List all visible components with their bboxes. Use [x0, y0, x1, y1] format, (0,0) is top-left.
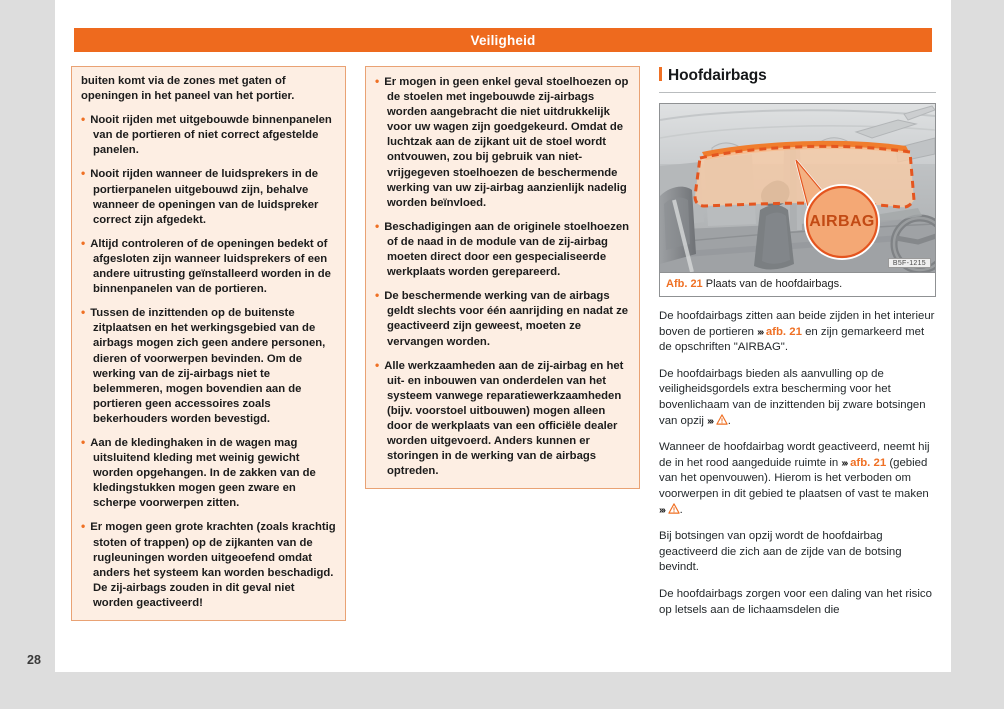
warning-1-paragraph: • Er mogen geen grote krachten (zoals krachtig stoten of trappen) op de zijkanten van de rugleuningen worden uitgeoefend omdat anders het systeem kan worden beschadigd. De zij-airbags zouden in dit geval niet worden geactiveerd!	[81, 519, 336, 611]
car-interior-illustration	[660, 104, 935, 272]
cross-reference-chevron-icon: ›››	[659, 504, 665, 516]
figure-watermark: B5F-1215	[888, 258, 931, 268]
warning-1-paragraph: buiten komt via de zones met gaten of openingen in het paneel van het portier.	[81, 75, 295, 103]
warning-1-paragraph: • Altijd controleren of de openingen bedekt of afgesloten zijn wanneer luidsprekers of een andere uitrusting geïnstalleerd worden in de binnenpanelen van de portieren.	[81, 236, 336, 297]
section-heading-block	[659, 66, 936, 85]
figure-caption-ref: Afb. 21	[666, 278, 703, 290]
warning-2-paragraph: • Er mogen in geen enkel geval stoelhoezen op de stoelen met ingebouwde zij-airbags worden aangebracht die niet uitdrukkelijk voor uw wagen zijn goedgekeurd. Omdat de luchtzak aan de zijkant uit de stoel wordt ontvouwen, zou bij gebruik van niet-vrijgegeven stoelhoezen de beschermende werking van uw zij-airbag aanzienlijk nadelig worden beïnvloed.	[375, 74, 630, 211]
airbag-label: AIRBAG	[809, 213, 875, 230]
column-1	[71, 66, 346, 621]
running-header	[74, 28, 932, 52]
column-2	[365, 66, 640, 489]
body-paragraph: De hoofdairbags bieden als aanvulling op de veiligheidsgordels extra bescherming voor het bovenlichaam van de inzittenden bij zware botsingen van opzij ››› .	[659, 367, 926, 427]
page-number: 28	[27, 653, 41, 667]
warning-1-paragraph: • Nooit rijden met uitgebouwde binnenpanelen van de portieren of niet correct afgestelde panelen.	[81, 112, 336, 158]
warning-triangle-icon	[668, 503, 680, 514]
warning-box-1	[71, 66, 346, 621]
content-columns	[71, 66, 935, 646]
cross-reference-chevron-icon: ›››	[757, 326, 763, 338]
body-paragraph: Bij botsingen van opzij wordt de hoofdairbag geactiveerd die zich aan de zijde van de botsing bevindt.	[659, 530, 902, 574]
warning-box-2	[365, 66, 640, 489]
figure-cross-reference-link[interactable]: afb. 21	[850, 456, 887, 469]
cross-reference-chevron-icon: ›››	[707, 415, 713, 427]
figure-image	[660, 104, 935, 272]
body-paragraph: Wanneer de hoofdairbag wordt geactiveerd, neemt hij de in het rood aangeduide ruimte in ››› afb. 21 (gebied van het openvouwen). Hierom is het verboden om voorwerpen in dit gebied te plaatsen of vast te maken ››› .	[659, 441, 930, 516]
figure-cross-reference-link[interactable]: afb. 21	[765, 325, 802, 338]
warning-2-paragraph: • Beschadigingen aan de originele stoelhoezen of de naad in de module van de zij-airbag moeten direct door een gespecialiseerde werkplaats worden gerepareerd.	[375, 219, 630, 280]
column-3-body	[659, 309, 936, 618]
warning-2-paragraph: • Alle werkzaamheden aan de zij-airbag en het uit- en inbouwen van onderdelen van het systeem vanwege reparatiewerkzaamheden (bijv. voorstoel uitbouwen) mogen alleen door de werkplaats van een officiële dealer worden uitgevoerd. Anders kunnen er storingen in de werking van de airbags optreden.	[375, 358, 630, 480]
column-3	[659, 66, 936, 618]
warning-1-paragraph: • Aan de kledinghaken in de wagen mag uitsluitend kleding met weinig gewicht worden opgehangen. In de zakken van de kledingstukken mogen geen zware en scherpe voorwerpen zitten.	[81, 435, 336, 511]
body-paragraph: De hoofdairbags zorgen voor een daling van het risico op letsels aan de lichaamsdelen die	[659, 587, 932, 616]
figure-caption	[660, 272, 935, 296]
warning-1-paragraph: • Tussen de inzittenden op de buitenste zitplaatsen en het werkingsgebied van de airbags mogen zich geen andere personen, dieren of voorwerpen bevinden. Om de werking van de zij-airbags niet te belemmeren, mogen bovendien aan de portieren geen accessoires zoals bekerhouders worden bevestigd.	[81, 305, 336, 427]
warning-2-paragraph: • De beschermende werking van de airbags geldt slechts voor één aanrijding en nadat ze geactiveerd zijn geweest, moeten ze vervangen worden.	[375, 288, 630, 349]
section-heading: Hoofdairbags	[668, 67, 767, 84]
figure-caption-text: Plaats van de hoofdairbags.	[705, 278, 843, 290]
warning-triangle-icon	[716, 414, 728, 425]
body-paragraph: De hoofdairbags zitten aan beide zijden in het interieur boven de portieren ››› afb. 21 en zijn gemarkeerd met de opschriften "AIRBAG".	[659, 310, 935, 354]
section-heading-rule	[659, 92, 936, 93]
cross-reference-chevron-icon: ›››	[841, 457, 847, 469]
figure-hoofdairbags	[659, 103, 936, 297]
running-header-label: Veiligheid	[470, 32, 536, 48]
warning-1-paragraph: • Nooit rijden wanneer de luidsprekers in de portierpanelen uitgebouwd zijn, behalve wanneer de openingen van de luidspreker correct zijn afgedekt.	[81, 166, 336, 227]
